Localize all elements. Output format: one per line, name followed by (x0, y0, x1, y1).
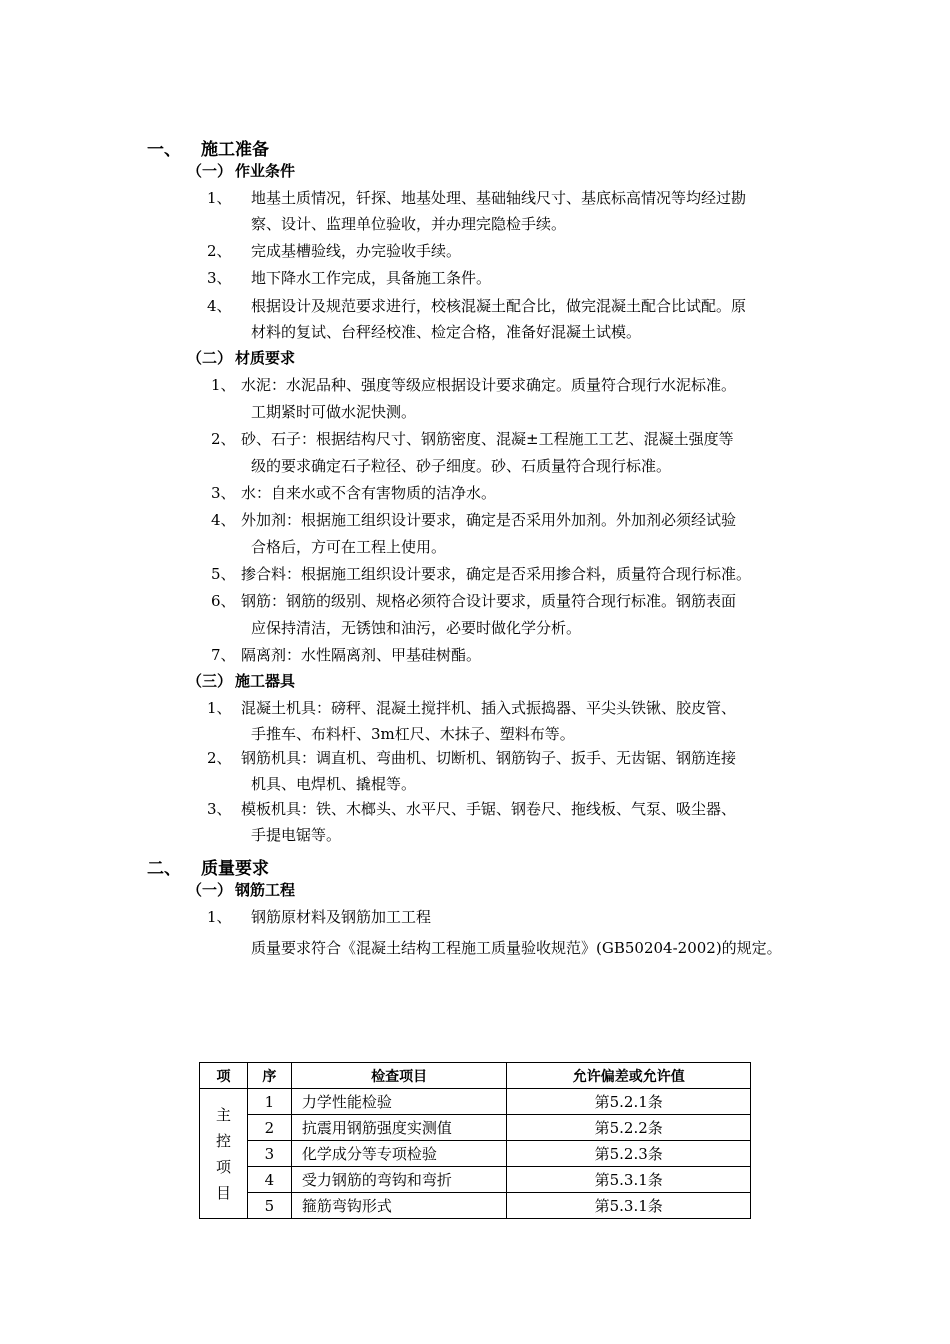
list-item-text: 机具、电焊机、撬棍等。 (251, 775, 417, 793)
list-item-number: 1、 (207, 189, 232, 207)
list-item-number: 1、 (211, 376, 236, 394)
category-char: 控 (215, 1131, 231, 1150)
list-item-number: 4、 (207, 297, 232, 315)
list-item-text: 手推车、布料杆、3m杠尺、木抹子、塑料布等。 (251, 725, 575, 743)
row-value: 第5.3.1条 (507, 1167, 751, 1193)
list-item-text: 合格后，方可在工程上使用。 (251, 538, 447, 556)
header-category: 项 (200, 1063, 248, 1089)
row-number: 4 (247, 1167, 291, 1193)
list-item-number: 2、 (211, 430, 236, 448)
section-1-title: 施工准备 (201, 140, 269, 160)
list-item-number: 4、 (211, 511, 236, 529)
list-item-text: 地下降水工作完成，具备施工条件。 (251, 269, 492, 287)
table-header-row (200, 1063, 751, 1089)
list-item-text: 水泥：水泥品种、强度等级应根据设计要求确定。质量符合现行水泥标准。 (241, 376, 737, 394)
sub-2-number: （二） (187, 349, 233, 367)
row-item: 力学性能检验 (291, 1089, 507, 1115)
category-char: 目 (215, 1183, 231, 1202)
category-cell (200, 1089, 248, 1219)
row-value: 第5.3.1条 (507, 1193, 751, 1219)
sub-2-title: 材质要求 (235, 349, 296, 367)
list-item-number: 6、 (211, 592, 236, 610)
row-item: 受力钢筋的弯钩和弯折 (291, 1167, 507, 1193)
row-item: 化学成分等专项检验 (291, 1141, 507, 1167)
list-item-text: 材料的复试、台秤经校准、检定合格，准备好混凝土试模。 (251, 323, 642, 341)
row-number: 5 (247, 1193, 291, 1219)
list-item-text: 混凝土机具：磅秤、混凝土搅拌机、插入式振捣器、平尖头铁锹、胶皮管、 (241, 699, 737, 717)
list-item-text: 外加剂：根据施工组织设计要求，确定是否采用外加剂。外加剂必须经试验 (241, 511, 737, 529)
sub-3-number: （三） (187, 672, 233, 690)
row-number: 2 (247, 1115, 291, 1141)
list-item-text: 钢筋：钢筋的级别、规格必须符合设计要求，质量符合现行标准。钢筋表面 (241, 592, 737, 610)
list-item-text: 钢筋原材料及钢筋加工工程 (251, 908, 432, 926)
list-item-text: 地基土质情况，钎探、地基处理、基础轴线尺寸、基底标高情况等均经过勘 (251, 189, 747, 207)
list-item-text: 水：自来水或不含有害物质的洁净水。 (241, 484, 497, 502)
list-item-number: 3、 (211, 484, 236, 502)
list-item-number: 2、 (207, 749, 232, 767)
list-item-number: 1、 (207, 908, 232, 926)
list-item-number: 1、 (207, 699, 232, 717)
list-item-number: 7、 (211, 646, 236, 664)
list-item-number: 3、 (207, 269, 232, 287)
category-char: 主 (215, 1105, 231, 1124)
row-value: 第5.2.1条 (507, 1089, 751, 1115)
header-seq: 序 (247, 1063, 291, 1089)
sub-2-1-number: （一） (187, 881, 233, 899)
row-item: 抗震用钢筋强度实测值 (291, 1115, 507, 1141)
header-item: 检查项目 (291, 1063, 507, 1089)
list-item-text: 手提电锯等。 (251, 826, 342, 844)
list-item-text: 工期紧时可做水泥快测。 (251, 403, 417, 421)
header-allowance: 允许偏差或允许值 (507, 1063, 751, 1089)
sub-3-title: 施工器具 (235, 672, 296, 690)
standard-note: 质量要求符合《混凝土结构工程施工质量验收规范》(GB50204-2002)的规定。 (251, 939, 782, 957)
row-number: 3 (247, 1141, 291, 1167)
list-item-text: 级的要求确定石子粒径、砂子细度。砂、石质量符合现行标准。 (251, 457, 672, 475)
table-row (200, 1089, 751, 1115)
list-item-number: 5、 (211, 565, 236, 583)
list-item-number: 2、 (207, 242, 232, 260)
row-value: 第5.2.2条 (507, 1115, 751, 1141)
category-char: 项 (215, 1157, 231, 1176)
section-2-number: 二、 (147, 859, 181, 879)
section-1-number: 一、 (147, 140, 181, 160)
list-item-text: 隔离剂：水性隔离剂、甲基硅树酯。 (241, 646, 482, 664)
sub-2-1-title: 钢筋工程 (235, 881, 296, 899)
list-item-text: 察、设计、监理单位验收，并办理完隐检手续。 (251, 215, 567, 233)
table-row (200, 1115, 751, 1141)
list-item-text: 应保持清洁，无锈蚀和油污，必要时做化学分析。 (251, 619, 582, 637)
sub-1-number: （一） (187, 162, 233, 180)
row-value: 第5.2.3条 (507, 1141, 751, 1167)
list-item-number: 3、 (207, 800, 232, 818)
inspection-table (199, 1062, 751, 1219)
sub-1-title: 作业条件 (235, 162, 296, 180)
table-row (200, 1141, 751, 1167)
table-row (200, 1193, 751, 1219)
list-item-text: 根据设计及规范要求进行，校核混凝土配合比，做完混凝土配合比试配。原 (251, 297, 747, 315)
section-2-title: 质量要求 (201, 859, 269, 879)
list-item-text: 完成基槽验线，办完验收手续。 (251, 242, 462, 260)
list-item-text: 掺合料：根据施工组织设计要求，确定是否采用掺合料，质量符合现行标准。 (241, 565, 752, 583)
list-item-text: 钢筋机具：调直机、弯曲机、切断机、钢筋钩子、扳手、无齿锯、钢筋连接 (241, 749, 737, 767)
list-item-text: 模板机具：铁、木榔头、水平尺、手锯、钢卷尺、拖线板、气泵、吸尘器、 (241, 800, 737, 818)
row-number: 1 (247, 1089, 291, 1115)
list-item-text: 砂、石子：根据结构尺寸、钢筋密度、混凝±工程施工工艺、混凝土强度等 (241, 430, 734, 448)
table-row (200, 1167, 751, 1193)
row-item: 箍筋弯钩形式 (291, 1193, 507, 1219)
